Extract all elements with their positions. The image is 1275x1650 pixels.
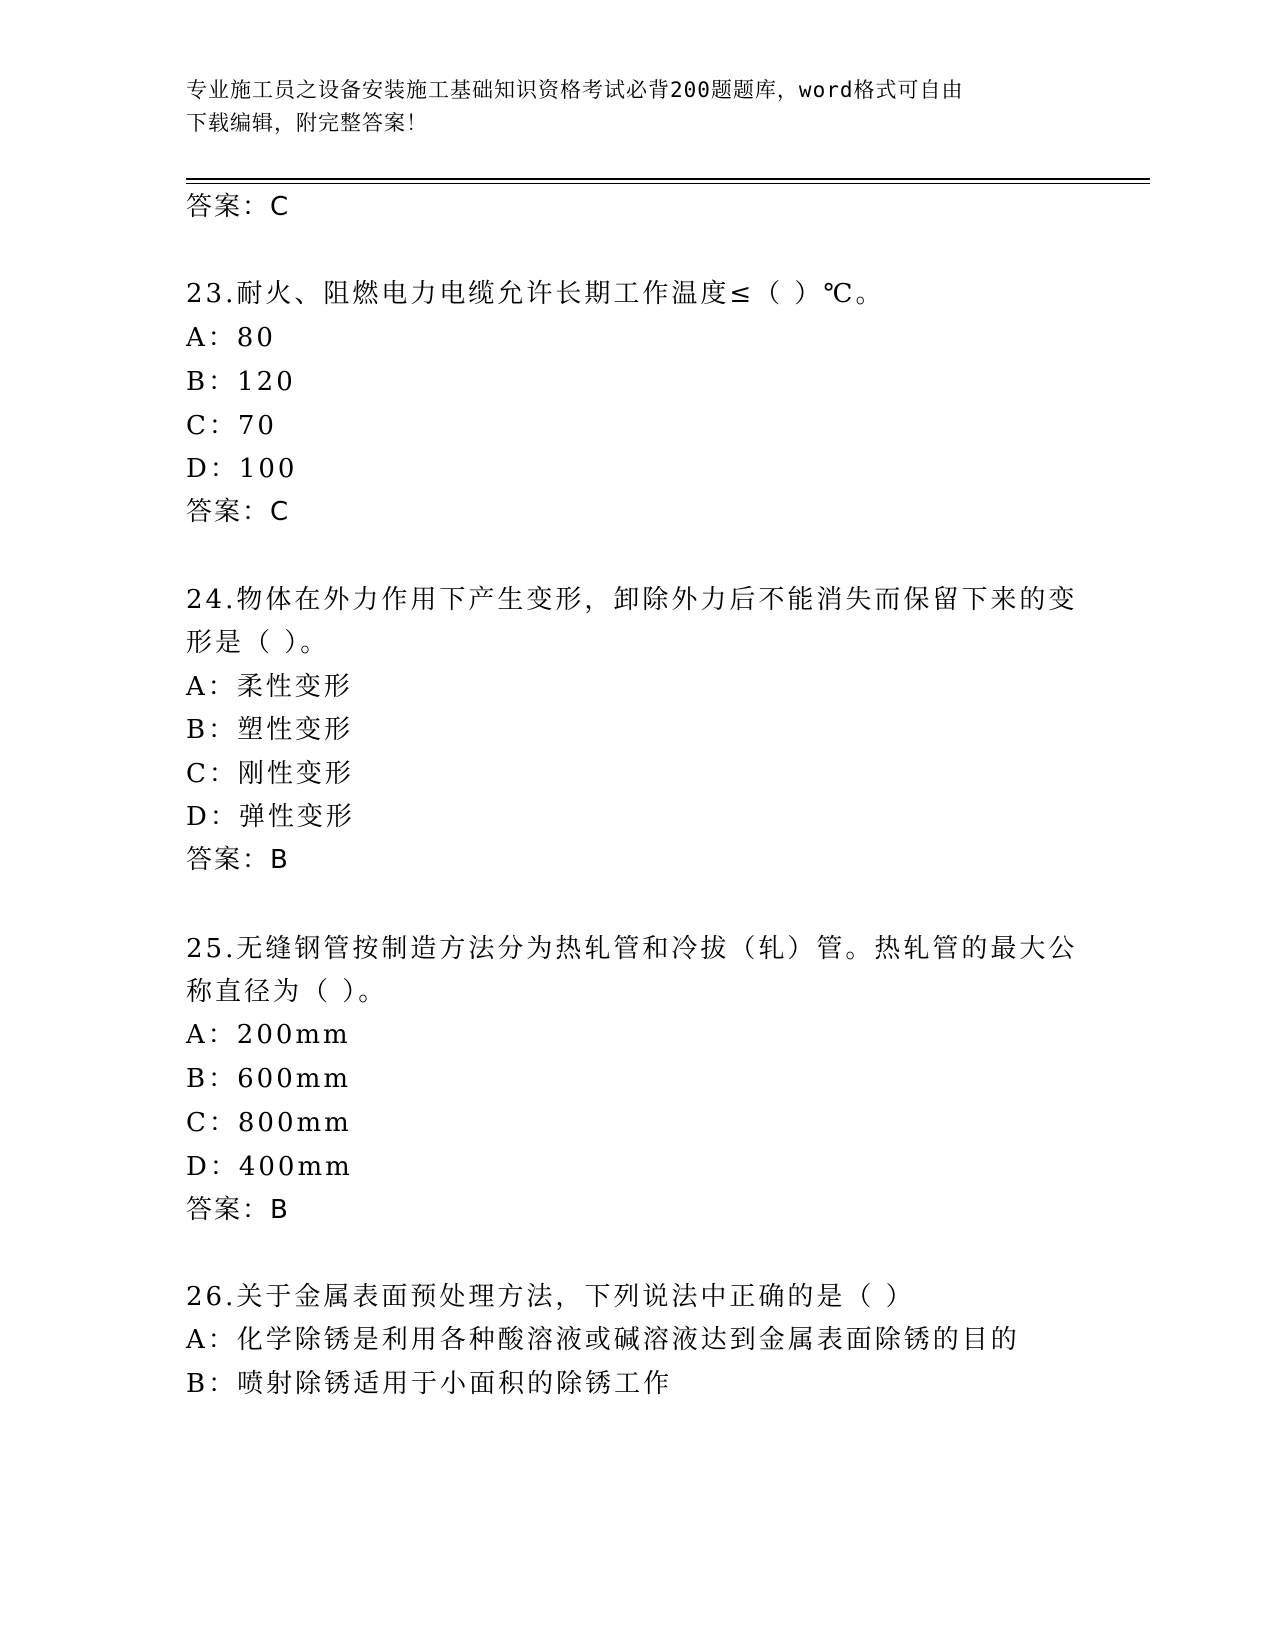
header-divider-thin [186, 183, 1150, 184]
question-stem-continued: 称直径为（ ）。 [186, 977, 388, 1007]
option-d: D：弹性变形 [186, 802, 355, 832]
option-c: C：70 [186, 411, 277, 441]
answer-line: 答案：C [186, 192, 291, 222]
question-stem: 25.无缝钢管按制造方法分为热轧管和冷拔（轧）管。热轧管的最大公 [186, 934, 1078, 964]
option-a: A：200mm [186, 1020, 351, 1050]
answer-line: 答案：B [186, 845, 290, 875]
option-b: B：喷射除锈适用于小面积的除锈工作 [186, 1369, 673, 1399]
option-b: B：120 [186, 367, 296, 397]
option-b: B：塑性变形 [186, 715, 354, 745]
header-line-2: 下载编辑，附完整答案！ [186, 111, 428, 135]
answer-line: 答案：C [186, 497, 291, 527]
option-a: A：柔性变形 [186, 672, 353, 702]
question-stem: 24.物体在外力作用下产生变形，卸除外力后不能消失而保留下来的变 [186, 585, 1078, 615]
question-stem-continued: 形是（ ）。 [186, 628, 330, 658]
header-divider-thick [186, 178, 1150, 180]
question-stem: 26.关于金属表面预处理方法，下列说法中正确的是（ ） [186, 1282, 915, 1312]
option-d: D：400mm [186, 1152, 353, 1182]
option-a: A：化学除锈是利用各种酸溶液或碱溶液达到金属表面除锈的目的 [186, 1325, 1020, 1355]
document-header [186, 74, 1086, 140]
option-b: B：600mm [186, 1064, 352, 1094]
option-a: A：80 [186, 323, 276, 353]
option-c: C：800mm [186, 1108, 352, 1138]
header-line-1: 专业施工员之设备安装施工基础知识资格考试必背200题题库，word格式可自由 [186, 78, 964, 102]
answer-line: 答案：B [186, 1195, 290, 1225]
option-d: D：100 [186, 454, 298, 484]
question-stem: 23.耐火、阻燃电力电缆允许长期工作温度≤（ ）℃。 [186, 279, 885, 309]
option-c: C：刚性变形 [186, 759, 354, 789]
